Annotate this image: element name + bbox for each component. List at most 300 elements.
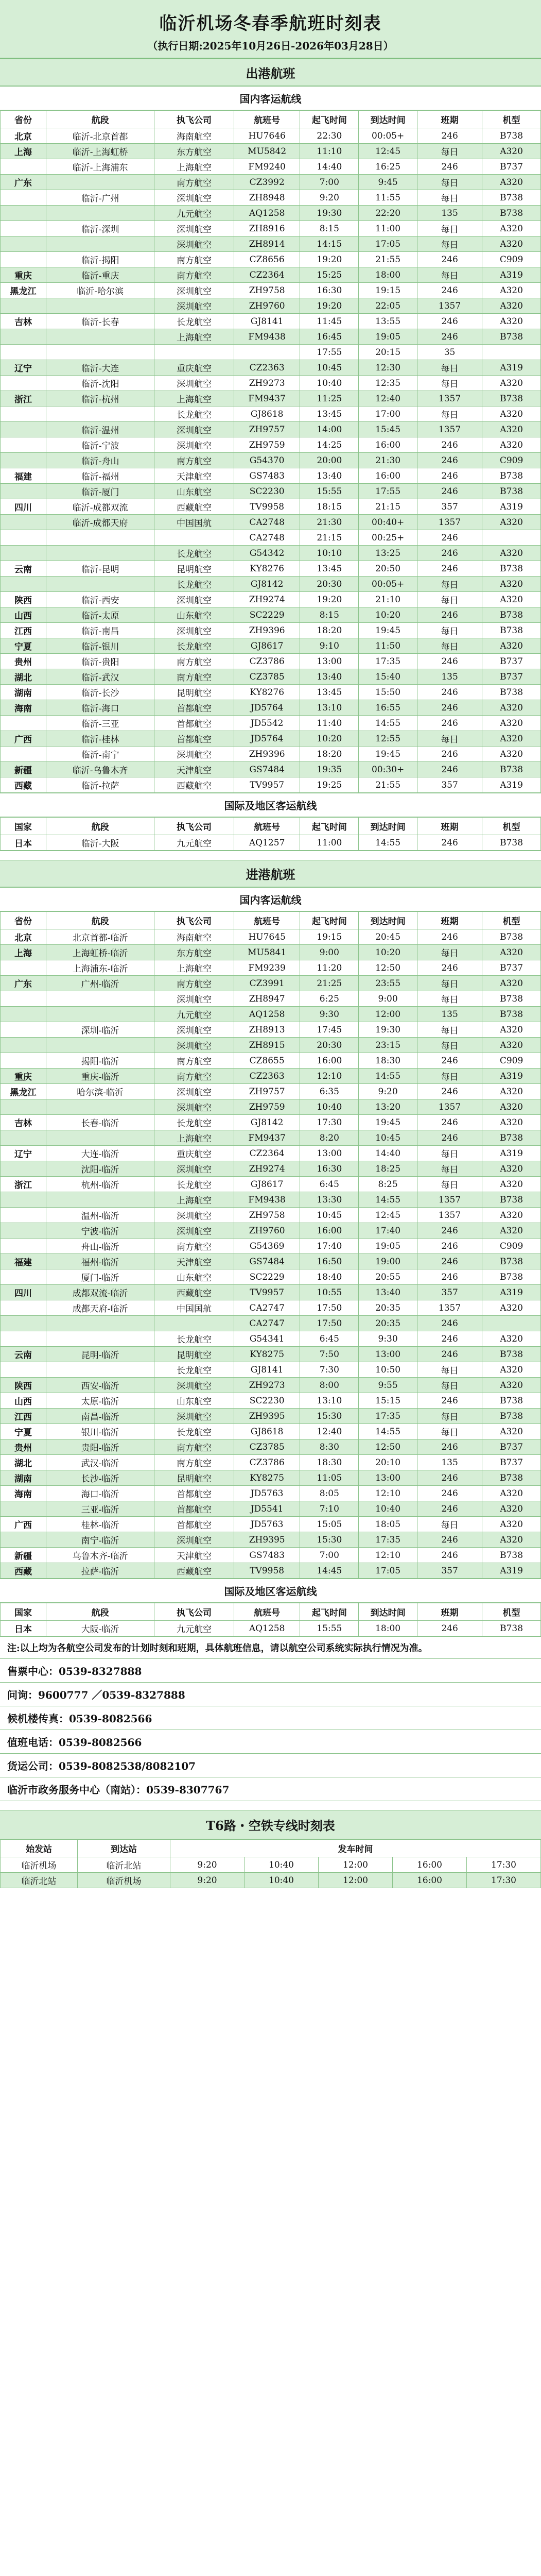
airline-cell: 深圳航空: [154, 1099, 234, 1115]
route-cell: 临沂-乌鲁木齐: [46, 762, 154, 777]
airline-cell: 长龙航空: [154, 546, 234, 561]
flight-row: [1, 314, 541, 329]
flight-number-cell: ZH9760: [234, 1223, 300, 1239]
route-cell: 临沂-舟山: [46, 453, 154, 468]
arrival-time-cell: 11:50: [359, 638, 417, 654]
province-cell: 陕西: [1, 1378, 46, 1393]
airline-cell: 上海航空: [154, 391, 234, 406]
aircraft-type-cell: A320: [482, 700, 541, 716]
route-cell: 成都双流-临沂: [46, 1285, 154, 1300]
inbound-intl-title: 国际及地区客运航线: [0, 1579, 541, 1603]
flight-row: [1, 1007, 541, 1022]
arrival-time-cell: 21:55: [359, 252, 417, 267]
route-cell: 临沂-桂林: [46, 731, 154, 747]
province-cell: 新疆: [1, 762, 46, 777]
bus-time-cell: 10:40: [245, 1873, 319, 1888]
province-cell: 湖北: [1, 1455, 46, 1470]
schedule-days-cell: 246: [417, 1239, 482, 1254]
departure-time-cell: 18:20: [300, 747, 359, 762]
flight-number-cell: ZH8948: [234, 190, 300, 206]
route-cell: 临沂-福州: [46, 468, 154, 484]
flight-row: [1, 1517, 541, 1532]
departure-time-cell: 21:30: [300, 515, 359, 530]
flight-row: [1, 283, 541, 298]
aircraft-type-cell: A320: [482, 1362, 541, 1378]
arrival-time-cell: 19:30: [359, 1022, 417, 1038]
arrival-time-cell: 8:25: [359, 1177, 417, 1192]
flight-number-cell: CA2747: [234, 1300, 300, 1316]
outbound-domestic-title: 国内客运航线: [0, 86, 541, 110]
route-cell: [46, 298, 154, 314]
aircraft-type-cell: [482, 1316, 541, 1331]
route-cell: 杭州-临沂: [46, 1177, 154, 1192]
province-cell: [1, 437, 46, 453]
flight-number-cell: GJ8618: [234, 406, 300, 422]
departure-time-cell: 6:25: [300, 991, 359, 1007]
schedule-days-cell: 每日: [417, 1022, 482, 1038]
schedule-days-cell: 每日: [417, 360, 482, 376]
bus-time-cell: 16:00: [393, 1857, 467, 1873]
schedule-days-cell: 1357: [417, 1208, 482, 1223]
departure-time-cell: 9:20: [300, 190, 359, 206]
route-cell: 临沂-南昌: [46, 623, 154, 638]
flight-number-cell: JD5764: [234, 731, 300, 747]
flight-number-cell: FM9438: [234, 1192, 300, 1208]
aircraft-type-cell: A320: [482, 1177, 541, 1192]
airline-cell: 长龙航空: [154, 1362, 234, 1378]
province-cell: 重庆: [1, 267, 46, 283]
departure-time-cell: 10:10: [300, 546, 359, 561]
airline-cell: 九元航空: [154, 835, 234, 851]
schedule-days-cell: 246: [417, 437, 482, 453]
schedule-days-cell: 每日: [417, 638, 482, 654]
flight-row: [1, 298, 541, 314]
arrival-time-cell: 21:30: [359, 453, 417, 468]
departure-time-cell: 13:10: [300, 700, 359, 716]
airline-cell: 山东航空: [154, 607, 234, 623]
province-cell: [1, 1192, 46, 1208]
schedule-days-cell: 35: [417, 345, 482, 360]
flight-row: [1, 960, 541, 976]
route-cell: 深圳-临沂: [46, 1022, 154, 1038]
route-cell: 临沂-广州: [46, 190, 154, 206]
flight-number-cell: AQ1258: [234, 206, 300, 221]
province-cell: 江西: [1, 623, 46, 638]
airline-cell: 西藏航空: [154, 1285, 234, 1300]
aircraft-type-cell: A319: [482, 1146, 541, 1161]
contact-line: 问询：9600777 ／0539-8327888: [0, 1682, 541, 1706]
province-cell: [1, 1007, 46, 1022]
flight-number-cell: GJ8142: [234, 1115, 300, 1130]
header-cell: 始发站: [1, 1840, 78, 1857]
departure-time-cell: 11:25: [300, 391, 359, 406]
route-cell: 成都天府-临沂: [46, 1300, 154, 1316]
route-cell: 太原-临沂: [46, 1393, 154, 1409]
airline-cell: 上海航空: [154, 960, 234, 976]
flight-row: [1, 1208, 541, 1223]
flight-row: [1, 1470, 541, 1486]
departure-time-cell: 11:10: [300, 144, 359, 159]
arrival-time-cell: 20:35: [359, 1316, 417, 1331]
aircraft-type-cell: B737: [482, 654, 541, 669]
route-cell: 临沂-太原: [46, 607, 154, 623]
province-cell: [1, 1022, 46, 1038]
province-cell: [1, 530, 46, 546]
header-cell: 机型: [482, 1603, 541, 1621]
schedule-days-cell: 每日: [417, 1378, 482, 1393]
schedule-days-cell: 1357: [417, 298, 482, 314]
departure-time-cell: 19:20: [300, 252, 359, 267]
bus-end-cell: 临沂机场: [78, 1873, 170, 1888]
flight-row: [1, 236, 541, 252]
flight-row: [1, 1254, 541, 1269]
route-cell: 临沂-西安: [46, 592, 154, 607]
arrival-time-cell: 15:45: [359, 422, 417, 437]
arrival-time-cell: 14:55: [359, 1192, 417, 1208]
departure-time-cell: 13:10: [300, 1393, 359, 1409]
flight-row: [1, 1393, 541, 1409]
route-cell: 温州-临沂: [46, 1208, 154, 1223]
arrival-time-cell: 17:40: [359, 1223, 417, 1239]
header-cell: 航班号: [234, 111, 300, 128]
aircraft-type-cell: B738: [482, 1548, 541, 1563]
departure-time-cell: 17:40: [300, 1239, 359, 1254]
flight-row: [1, 376, 541, 391]
airline-cell: 九元航空: [154, 1621, 234, 1636]
contact-line: 候机楼传真：0539-8082566: [0, 1706, 541, 1730]
bus-table: [0, 1839, 541, 1888]
province-cell: [1, 747, 46, 762]
airline-cell: 海南航空: [154, 128, 234, 144]
departure-time-cell: 16:30: [300, 1161, 359, 1177]
schedule-days-cell: 每日: [417, 991, 482, 1007]
flight-number-cell: KY8276: [234, 561, 300, 577]
schedule-days-cell: 1357: [417, 422, 482, 437]
bus-section-title: T6路・空铁专线时刻表: [0, 1810, 541, 1839]
schedule-days-cell: 1357: [417, 515, 482, 530]
aircraft-type-cell: B738: [482, 1347, 541, 1362]
route-cell: 临沂-杭州: [46, 391, 154, 406]
airline-cell: 东方航空: [154, 945, 234, 960]
departure-time-cell: 7:00: [300, 175, 359, 190]
schedule-days-cell: 246: [417, 1439, 482, 1455]
route-cell: 临沂-海口: [46, 700, 154, 716]
arrival-time-cell: 9:55: [359, 1378, 417, 1393]
flight-number-cell: FM9437: [234, 1130, 300, 1146]
flight-row: [1, 1532, 541, 1548]
route-cell: 临沂-南宁: [46, 747, 154, 762]
flight-row: [1, 345, 541, 360]
schedule-days-cell: 246: [417, 283, 482, 298]
airline-cell: 中国国航: [154, 515, 234, 530]
departure-time-cell: 18:15: [300, 499, 359, 515]
departure-time-cell: 21:25: [300, 976, 359, 991]
province-cell: [1, 1053, 46, 1069]
arrival-time-cell: 12:00: [359, 1007, 417, 1022]
aircraft-type-cell: A320: [482, 437, 541, 453]
arrival-time-cell: 14:55: [359, 835, 417, 851]
schedule-days-cell: 246: [417, 1223, 482, 1239]
departure-time-cell: 7:30: [300, 1362, 359, 1378]
schedule-days-cell: 246: [417, 960, 482, 976]
province-cell: 浙江: [1, 391, 46, 406]
flight-row: [1, 623, 541, 638]
aircraft-type-cell: A320: [482, 1424, 541, 1439]
airline-cell: 海南航空: [154, 929, 234, 945]
table-header-row: [1, 818, 541, 835]
departure-time-cell: 8:00: [300, 1378, 359, 1393]
flight-number-cell: FM9240: [234, 159, 300, 175]
header-cell: 航段: [46, 912, 154, 929]
airline-cell: 天津航空: [154, 762, 234, 777]
departure-time-cell: 17:50: [300, 1316, 359, 1331]
schedule-days-cell: 1357: [417, 1192, 482, 1208]
airline-cell: 南方航空: [154, 1455, 234, 1470]
flight-row: [1, 1548, 541, 1563]
flight-number-cell: TV9957: [234, 777, 300, 793]
flight-number-cell: ZH8916: [234, 221, 300, 236]
route-cell: 临沂-哈尔滨: [46, 283, 154, 298]
flight-number-cell: ZH8915: [234, 1038, 300, 1053]
inbound-domestic-table: [0, 911, 541, 1579]
aircraft-type-cell: B737: [482, 1455, 541, 1470]
aircraft-type-cell: A320: [482, 731, 541, 747]
arrival-time-cell: 20:55: [359, 1269, 417, 1285]
flight-row: [1, 577, 541, 592]
aircraft-type-cell: A319: [482, 1069, 541, 1084]
airline-cell: 山东航空: [154, 484, 234, 499]
schedule-days-cell: 每日: [417, 1177, 482, 1192]
province-cell: [1, 515, 46, 530]
arrival-time-cell: 12:50: [359, 960, 417, 976]
province-cell: [1, 1208, 46, 1223]
flight-number-cell: FM9239: [234, 960, 300, 976]
airline-cell: 首都航空: [154, 1486, 234, 1501]
schedule-days-cell: 每日: [417, 190, 482, 206]
inbound-intl-table: [0, 1603, 541, 1636]
arrival-time-cell: 9:45: [359, 175, 417, 190]
flight-number-cell: ZH9758: [234, 1208, 300, 1223]
arrival-time-cell: 10:50: [359, 1362, 417, 1378]
departure-time-cell: 12:40: [300, 1424, 359, 1439]
province-cell: [1, 221, 46, 236]
header-cell: 班期: [417, 818, 482, 835]
flight-number-cell: CZ3785: [234, 1439, 300, 1455]
route-cell: 临沂-深圳: [46, 221, 154, 236]
arrival-time-cell: 22:05: [359, 298, 417, 314]
route-cell: 临沂-长沙: [46, 685, 154, 700]
route-cell: 临沂-长春: [46, 314, 154, 329]
schedule-days-cell: 246: [417, 159, 482, 175]
flight-row: [1, 716, 541, 731]
page-title: 临沂机场冬春季航班时刻表: [159, 13, 382, 34]
province-cell: [1, 1223, 46, 1239]
header-cell: 航班号: [234, 1603, 300, 1621]
schedule-days-cell: 246: [417, 654, 482, 669]
departure-time-cell: 16:45: [300, 329, 359, 345]
flight-number-cell: ZH9273: [234, 1378, 300, 1393]
departure-time-cell: 11:20: [300, 960, 359, 976]
schedule-days-cell: 每日: [417, 236, 482, 252]
arrival-time-cell: 19:15: [359, 283, 417, 298]
route-cell: 三亚-临沂: [46, 1501, 154, 1517]
flight-number-cell: KY8275: [234, 1347, 300, 1362]
airline-cell: 深圳航空: [154, 422, 234, 437]
province-cell: [1, 329, 46, 345]
arrival-time-cell: 11:00: [359, 221, 417, 236]
flight-row: [1, 267, 541, 283]
flight-number-cell: G54341: [234, 1331, 300, 1347]
schedule-days-cell: 357: [417, 777, 482, 793]
flight-row: [1, 530, 541, 546]
flight-row: [1, 976, 541, 991]
airline-cell: 西藏航空: [154, 777, 234, 793]
bus-time-cell: 10:40: [245, 1857, 319, 1873]
province-cell: 贵州: [1, 654, 46, 669]
province-cell: 江西: [1, 1409, 46, 1424]
route-cell: 临沂-上海浦东: [46, 159, 154, 175]
arrival-time-cell: 13:40: [359, 1285, 417, 1300]
arrival-time-cell: 18:05: [359, 1517, 417, 1532]
departure-time-cell: 14:25: [300, 437, 359, 453]
departure-time-cell: 11:45: [300, 314, 359, 329]
flight-number-cell: ZH9274: [234, 1161, 300, 1177]
aircraft-type-cell: B738: [482, 329, 541, 345]
departure-time-cell: 19:25: [300, 777, 359, 793]
bus-time-cell: 16:00: [393, 1873, 467, 1888]
departure-time-cell: 21:15: [300, 530, 359, 546]
arrival-time-cell: 16:00: [359, 468, 417, 484]
route-cell: 长沙-临沂: [46, 1470, 154, 1486]
flight-row: [1, 206, 541, 221]
arrival-time-cell: 00:40+: [359, 515, 417, 530]
arrival-time-cell: 20:15: [359, 345, 417, 360]
flight-row: [1, 762, 541, 777]
flight-number-cell: CA2748: [234, 530, 300, 546]
table-header-row: [1, 1603, 541, 1621]
aircraft-type-cell: B737: [482, 669, 541, 685]
flight-row: [1, 1285, 541, 1300]
route-cell: 乌鲁木齐-临沂: [46, 1548, 154, 1563]
departure-time-cell: 13:45: [300, 561, 359, 577]
route-cell: 西安-临沂: [46, 1378, 154, 1393]
schedule-days-cell: 135: [417, 669, 482, 685]
flight-row: [1, 654, 541, 669]
province-cell: 贵州: [1, 1439, 46, 1455]
flight-number-cell: MU5841: [234, 945, 300, 960]
airline-cell: 长龙航空: [154, 638, 234, 654]
aircraft-type-cell: B738: [482, 1269, 541, 1285]
province-cell: 黑龙江: [1, 1084, 46, 1099]
schedule-days-cell: 357: [417, 499, 482, 515]
province-cell: 海南: [1, 1486, 46, 1501]
departure-time-cell: 16:00: [300, 1053, 359, 1069]
schedule-days-cell: 135: [417, 1007, 482, 1022]
province-cell: 广东: [1, 175, 46, 190]
aircraft-type-cell: A320: [482, 1331, 541, 1347]
departure-time-cell: 11:40: [300, 716, 359, 731]
flight-row: [1, 1223, 541, 1239]
province-cell: [1, 577, 46, 592]
airline-cell: 首都航空: [154, 731, 234, 747]
departure-time-cell: 10:45: [300, 360, 359, 376]
province-cell: 新疆: [1, 1548, 46, 1563]
flight-number-cell: FM9438: [234, 329, 300, 345]
header: [0, 0, 541, 59]
flight-number-cell: G54370: [234, 453, 300, 468]
arrival-time-cell: 18:25: [359, 1161, 417, 1177]
flight-row: [1, 159, 541, 175]
schedule-days-cell: 246: [417, 835, 482, 851]
airline-cell: 深圳航空: [154, 991, 234, 1007]
arrival-time-cell: 11:55: [359, 190, 417, 206]
route-cell: [46, 991, 154, 1007]
header-cell: 机型: [482, 818, 541, 835]
flight-row: [1, 175, 541, 190]
aircraft-type-cell: A320: [482, 175, 541, 190]
flight-row: [1, 391, 541, 406]
flight-number-cell: KY8275: [234, 1470, 300, 1486]
flight-row: [1, 1099, 541, 1115]
header-cell: 起飞时间: [300, 818, 359, 835]
province-cell: [1, 206, 46, 221]
arrival-time-cell: 12:10: [359, 1486, 417, 1501]
schedule-days-cell: 每日: [417, 1161, 482, 1177]
flight-number-cell: TV9958: [234, 1563, 300, 1579]
province-cell: 湖南: [1, 1470, 46, 1486]
route-cell: 宁波-临沂: [46, 1223, 154, 1239]
flight-row: [1, 1146, 541, 1161]
schedule-days-cell: 246: [417, 685, 482, 700]
route-cell: 临沂-大阪: [46, 835, 154, 851]
flight-number-cell: ZH8914: [234, 236, 300, 252]
departure-time-cell: 17:55: [300, 345, 359, 360]
flight-number-cell: [234, 345, 300, 360]
flight-row: [1, 1362, 541, 1378]
schedule-days-cell: 246: [417, 1548, 482, 1563]
departure-time-cell: 11:00: [300, 835, 359, 851]
arrival-time-cell: 13:00: [359, 1470, 417, 1486]
flight-row: [1, 1621, 541, 1636]
flight-row: [1, 700, 541, 716]
flight-number-cell: SC2230: [234, 1393, 300, 1409]
departure-time-cell: 20:00: [300, 453, 359, 468]
flight-number-cell: CZ3991: [234, 976, 300, 991]
flight-number-cell: GJ8141: [234, 1362, 300, 1378]
outbound-intl-title: 国际及地区客运航线: [0, 793, 541, 817]
schedule-days-cell: 246: [417, 929, 482, 945]
arrival-time-cell: 15:15: [359, 1393, 417, 1409]
schedule-days-cell: 每日: [417, 221, 482, 236]
departure-time-cell: 17:50: [300, 1300, 359, 1316]
arrival-time-cell: 12:55: [359, 731, 417, 747]
airline-cell: 深圳航空: [154, 236, 234, 252]
arrival-time-cell: 19:05: [359, 329, 417, 345]
table-header-row: [1, 1840, 541, 1857]
flight-row: [1, 1455, 541, 1470]
departure-time-cell: 19:35: [300, 762, 359, 777]
departure-time-cell: 13:40: [300, 669, 359, 685]
departure-time-cell: 17:45: [300, 1022, 359, 1038]
province-cell: 上海: [1, 945, 46, 960]
flight-number-cell: ZH9396: [234, 623, 300, 638]
airline-cell: 长龙航空: [154, 577, 234, 592]
disclaimer-note: 注:以上均为各航空公司发布的计划时刻和班期，具体航班信息，请以航空公司系统实际执行情况为准。: [0, 1636, 541, 1658]
schedule-days-cell: 246: [417, 314, 482, 329]
arrival-time-cell: 17:05: [359, 1563, 417, 1579]
airline-cell: 南方航空: [154, 976, 234, 991]
aircraft-type-cell: A320: [482, 1115, 541, 1130]
